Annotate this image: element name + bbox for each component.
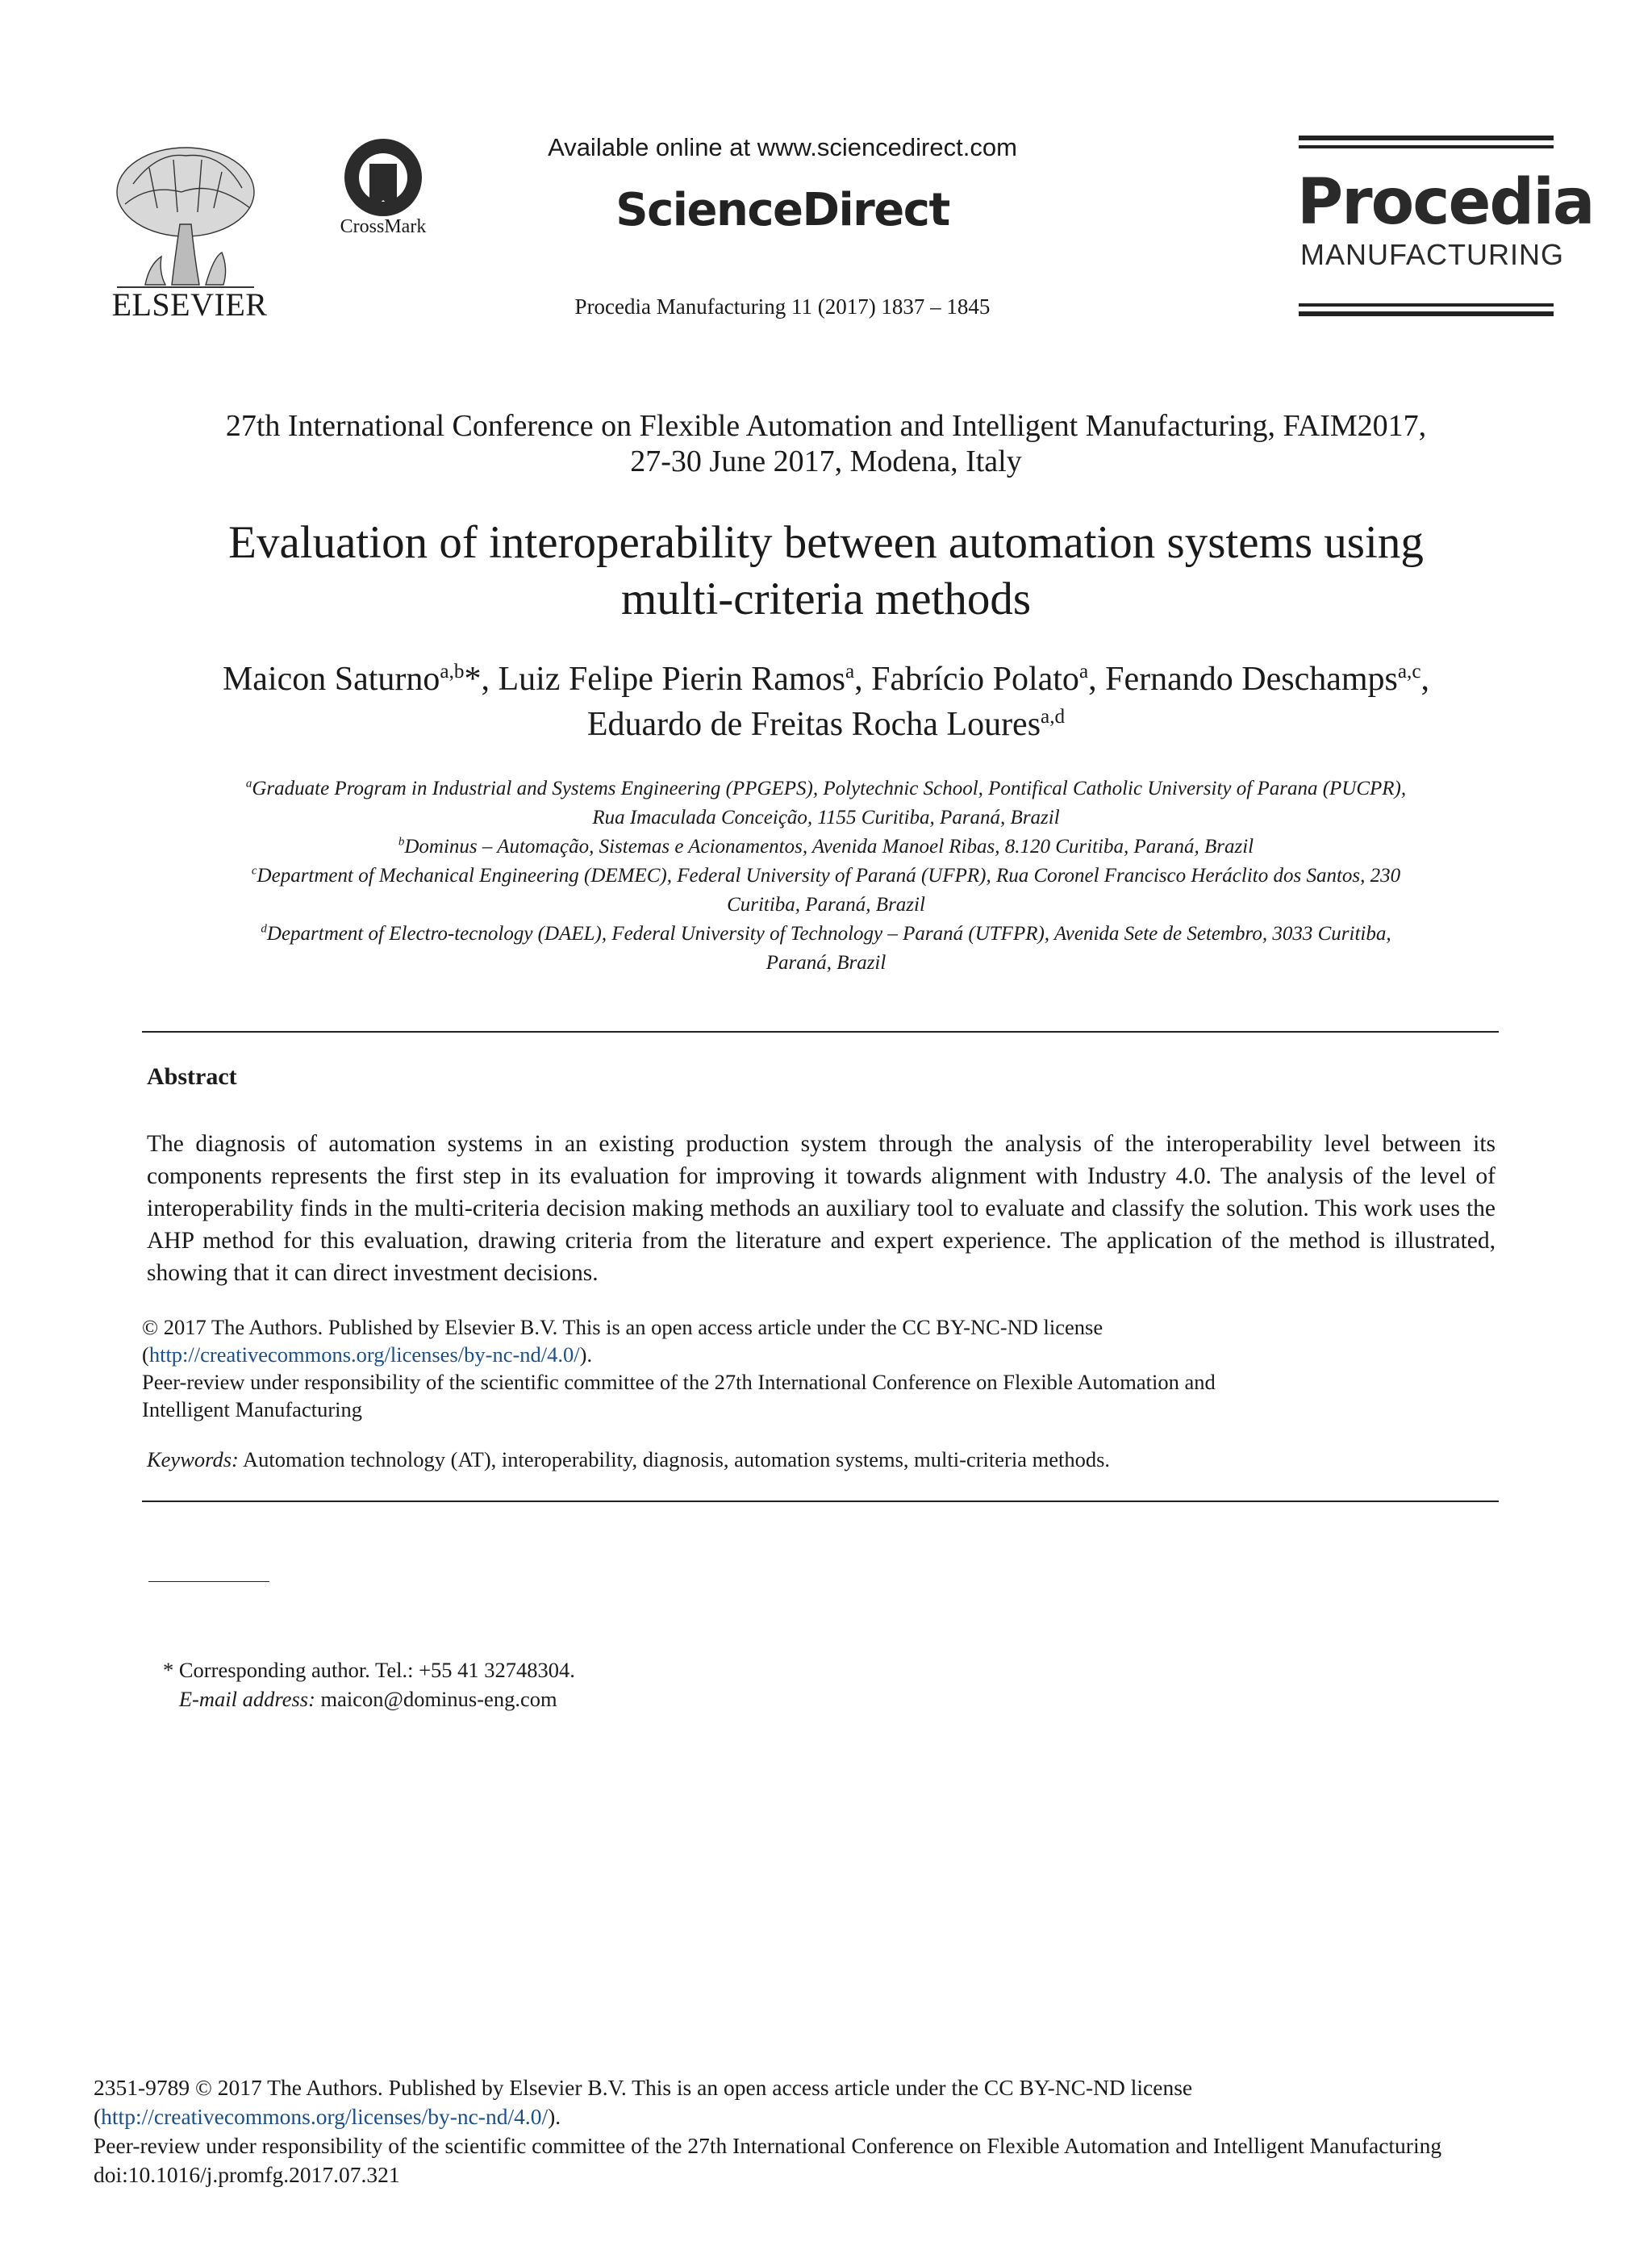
keywords-text: Automation technology (AT), interoperability, diagnosis, automation systems, multi-criteria methods. xyxy=(243,1447,1111,1471)
affiliation-text: Paraná, Brazil xyxy=(766,952,886,974)
paper-title-line-2: multi-criteria methods xyxy=(620,574,1032,624)
author-sep: , xyxy=(854,661,872,698)
author-name: Luiz Felipe Pierin Ramos xyxy=(498,661,845,698)
author-sup: a,b xyxy=(440,661,465,682)
sciencedirect-logo: ScienceDirect xyxy=(615,184,949,236)
email-label: E-mail address: xyxy=(178,1687,315,1711)
bottom-license-block: 2351-9789 © 2017 The Authors. Published by Elsevier B.V. This is an open access article under the CC BY-NC-ND license (http://creativecommons.org/licenses/by-nc-nd/4.0/). Peer-review under responsibility of the scientific committee of the 27th International Conference on Flexible Automation and Intelligent Manufacturing doi:10.1016/j.promfg.2017.07.321 xyxy=(94,2075,1442,2187)
available-online-text[interactable]: Available online at www.sciencedirect.com xyxy=(548,133,1017,161)
corresponding-author-footnote xyxy=(163,1655,1131,1713)
affiliation-a xyxy=(121,774,1531,833)
procedia-logo: Procedia xyxy=(1297,166,1594,239)
keywords xyxy=(147,1447,1518,1472)
bottom-peer-review-line: Peer-review under responsibility of the scientific committee of the 27th International Conference on Flexible Automation and Intelligent Manufacturing xyxy=(94,2133,1442,2158)
author-list-line-1 xyxy=(0,660,1652,699)
procedia-top-bar-1 xyxy=(1299,136,1554,140)
doi[interactable]: doi:10.1016/j.promfg.2017.07.321 xyxy=(94,2162,400,2187)
abstract-heading: Abstract xyxy=(147,1063,237,1090)
corresponding-line: * Corresponding author. Tel.: +55 41 32748304. xyxy=(163,1658,575,1682)
license-link[interactable]: http://creativecommons.org/licenses/by-nc-nd/4.0/ xyxy=(148,1342,580,1367)
affiliation-text: Dominus – Automação, Sistemas e Acionamentos, Avenida Manoel Ribas, 8.120 Curitiba, Paraná, Brazil xyxy=(404,836,1254,858)
affiliation-d xyxy=(121,920,1531,978)
keywords-label: Keywords: xyxy=(147,1447,239,1471)
bottom-license-link[interactable]: http://creativecommons.org/licenses/by-nc-nd/4.0/ xyxy=(101,2104,549,2129)
procedia-top-bar-2 xyxy=(1299,145,1554,148)
author-list-line-2 xyxy=(0,705,1652,744)
email-address[interactable]: maicon@dominus-eng.com xyxy=(320,1687,557,1711)
procedia-bottom-bar-2 xyxy=(1299,311,1554,316)
affiliation-sup: d xyxy=(261,922,267,936)
journal-citation: Procedia Manufacturing 11 (2017) 1837 – 1845 xyxy=(574,294,991,319)
abstract-body: The diagnosis of automation systems in an existing production system through the analysis of the interoperability level between its components represents the first step in its evaluation for improving it towards alignment with Industry 4.0. The analysis of the level of interoperability finds in the multi-criteria decision making methods an auxiliary tool to evaluate and classify the solution. This work uses the AHP method for this evaluation, drawing criteria from the literature and expert experience. The application of the method is illustrated, showing that it can direct investment decisions. xyxy=(147,1131,1496,1286)
peer-review-line: Peer-review under responsibility of the scientific committee of the 27th International Conference on Flexible Automation and xyxy=(142,1370,1216,1394)
divider-top xyxy=(142,1031,1499,1033)
divider-bottom xyxy=(142,1501,1499,1502)
affiliation-text: Graduate Program in Industrial and Systems Engineering (PPGEPS), Polytechnic School, Pontifical Catholic University of Parana (PUCPR), xyxy=(252,778,1407,799)
procedia-bottom-bar-1 xyxy=(1299,303,1554,307)
author-name: Maicon Saturno xyxy=(222,661,440,698)
affiliation-text: Curitiba, Paraná, Brazil xyxy=(727,894,925,916)
copyright-notice: © 2017 The Authors. Published by Elsevier B.V. This is an open access article under the CC BY-NC-ND license (http://creativecommons.org/licenses/by-nc-nd/4.0/). Peer-review under responsibility of the scientific committee of the 27th International Conference on Flexible Automation and Intelligent Manufacturing xyxy=(142,1315,1216,1421)
procedia-subtitle: MANUFACTURING xyxy=(1300,238,1564,271)
affiliation-sup: a xyxy=(245,777,252,791)
author-sup: a xyxy=(845,661,855,682)
paper-title-line-1: Evaluation of interoperability between automation systems using xyxy=(228,517,1424,568)
issn-license-line: 2351-9789 © 2017 The Authors. Published by Elsevier B.V. This is an open access article under the CC BY-NC-ND license xyxy=(94,2075,1193,2100)
affiliation-text: Department of Mechanical Engineering (DEMEC), Federal University of Paraná (UFPR), Rua Coronel Francisco Heráclito dos Santos, 230 xyxy=(257,865,1401,887)
affiliation-sup: b xyxy=(398,835,405,849)
conference-line-2: 27-30 June 2017, Modena, Italy xyxy=(630,445,1022,478)
author-sep: , xyxy=(1420,661,1430,698)
author-sup: a,c xyxy=(1397,661,1421,682)
author-name: Fernando Deschamps xyxy=(1105,661,1398,698)
author-sep: , xyxy=(1088,661,1106,698)
author-sup: a,d xyxy=(1041,706,1066,728)
affiliation-text: Rua Imaculada Conceição, 1155 Curitiba, Paraná, Brazil xyxy=(592,807,1060,829)
affiliation-c xyxy=(121,862,1531,920)
peer-review-line: Intelligent Manufacturing xyxy=(142,1397,363,1421)
author-sup: a xyxy=(1078,661,1089,682)
copyright-line: © 2017 The Authors. Published by Elsevier B.V. This is an open access article under the CC BY-NC-ND license xyxy=(142,1315,1103,1339)
affiliation-sup: c xyxy=(251,864,257,878)
affiliation-text: Department of Electro-tecnology (DAEL), Federal University of Technology – Paraná (UTFPR), Avenida Sete de Setembro, 3033 Curitiba, xyxy=(266,923,1391,945)
crossmark-label: CrossMark xyxy=(340,216,427,237)
elsevier-wordmark: ELSEVIER xyxy=(111,286,268,323)
author-sep: *, xyxy=(464,661,499,698)
footnote-rule xyxy=(148,1581,269,1582)
author-name: Eduardo de Freitas Rocha Loures xyxy=(586,706,1041,743)
conference-line-1: 27th International Conference on Flexible Automation and Intelligent Manufacturing, FAIM2017, xyxy=(225,409,1427,443)
author-name: Fabrício Polato xyxy=(871,661,1079,698)
affiliation-b xyxy=(121,833,1531,862)
